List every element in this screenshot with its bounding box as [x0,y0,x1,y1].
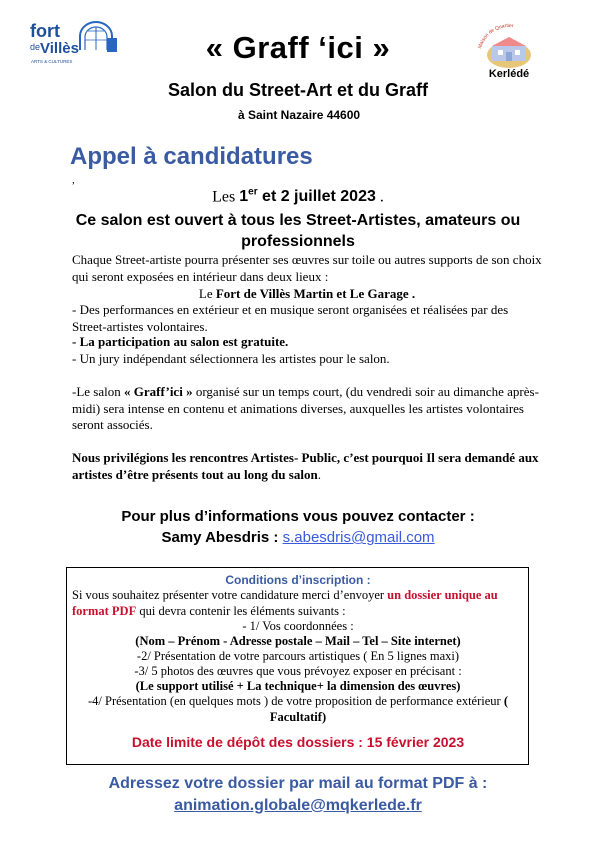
conditions-item-4-text: -4/ Présentation (en quelques mots ) de votre proposition de performance extérieur [87,694,504,708]
footer-line: Adressez votre dossier par mail au format PDF à : [108,775,488,792]
conditions-item-3: -3/ 5 photos des œuvres que vous prévoyez exposer en précisant : [134,664,462,678]
footer-email-link[interactable]: animation.globale@mqkerlede.fr [174,797,422,814]
appel-heading: Appel à candidatures [70,143,313,170]
contact-name: Samy Abesdris : [161,529,283,546]
dates-day1: 1 [239,188,249,206]
dates-suffix: . [375,188,384,206]
location-text: à Saint Nazaire 44600 [238,108,361,122]
dates-prefix: Les [212,188,240,206]
conditions-intro-a: Si vous souhaitez présenter votre candidature merci d’envoyer [72,588,388,602]
conditions-intro-b: qui devra contenir les éléments suivants : [136,603,346,618]
page-subtitle: Salon du Street-Art et du Graff [167,80,428,100]
conditions-item-4 [72,694,524,725]
open-to-all-heading: Ce salon est ouvert à tous les Street-Artistes, amateurs ou professionnels [75,212,521,250]
venues-line [72,286,542,303]
logo-arc-text: Maison de Quartier [477,22,514,50]
venues-prefix: Le [198,286,216,301]
conditions-item-4-optional: ( Facultatif) [269,694,508,724]
conditions-item-2: -2/ Présentation de votre parcours artistiques ( En 5 lignes maxi) [136,649,460,663]
conditions-intro [72,588,524,619]
conditions-item-1: - 1/ Vos coordonnées : [242,619,354,633]
deadline-text: Date limite de dépôt des dossiers : 15 février 2023 [131,734,465,750]
page-title: « Graff ‘ici » [205,30,391,65]
stray-comma: , [72,174,75,186]
contact-block [0,506,596,548]
salon-name: « Graff’ici » [123,384,193,399]
privilege-text: Nous privilégions les rencontres Artistes- Public, c’est pourquoi Il sera demandé aux artistes d’être présents tout au long du salon [72,450,539,482]
logo-fort-text: fort [30,21,60,41]
salon-paragraph [72,384,542,434]
privilege-paragraph [72,450,542,483]
contact-email-link[interactable]: s.abesdris@gmail.com [282,529,435,546]
bullet-performances: - Des performances en extérieur et en musique seront organisées et réalisées par des Street-artistes volontaires. [72,302,509,334]
salon-p-a: -Le salon [72,384,124,399]
footer-block [0,773,596,817]
venues-names: Fort de Villès Martin et Le Garage . [215,286,416,301]
salon-p-c: organisé sur un temps court, (du vendredi soir au dimanche après-midi) sera intense en contenu et animations diverses, auxquelles les artistes volontaires seront associés. [72,384,539,432]
conditions-title: Conditions d’inscription : [225,573,371,587]
contact-line: Pour plus d’informations vous pouvez contacter : [121,508,475,525]
bullet-free: - La participation au salon est gratuite. [72,334,289,349]
privilege-end: . [317,466,321,482]
bullet-jury [72,351,542,368]
logo-tagline-text: ARTS & CULTURES [31,59,73,64]
bullet-jury-text: - Un jury indépendant sélectionnera les artistes pour le salon. [72,351,390,366]
logo-villes-text: Villès [40,40,79,57]
dates-rest: et 2 juillet 2023 [257,188,376,206]
conditions-item-1b: (Nom – Prénom - Adresse postale – Mail – Tel – Site internet) [135,634,461,648]
intro-paragraph: Chaque Street-artiste pourra présenter ses œuvres sur toile ou autres supports de son choix qui seront exposées en intérieur dans deux lieux : [72,252,542,284]
logo-de-text: de [30,42,41,52]
conditions-item-3b: (Le support utilisé + La technique+ la dimension des œuvres) [135,679,461,693]
contact-person [0,527,596,548]
logo-kerlede-text: Kerlédé [488,68,530,80]
event-dates [0,187,596,206]
conditions-intro-red: un dossier unique au format PDF [72,588,498,618]
dates-sup: er [248,187,258,198]
